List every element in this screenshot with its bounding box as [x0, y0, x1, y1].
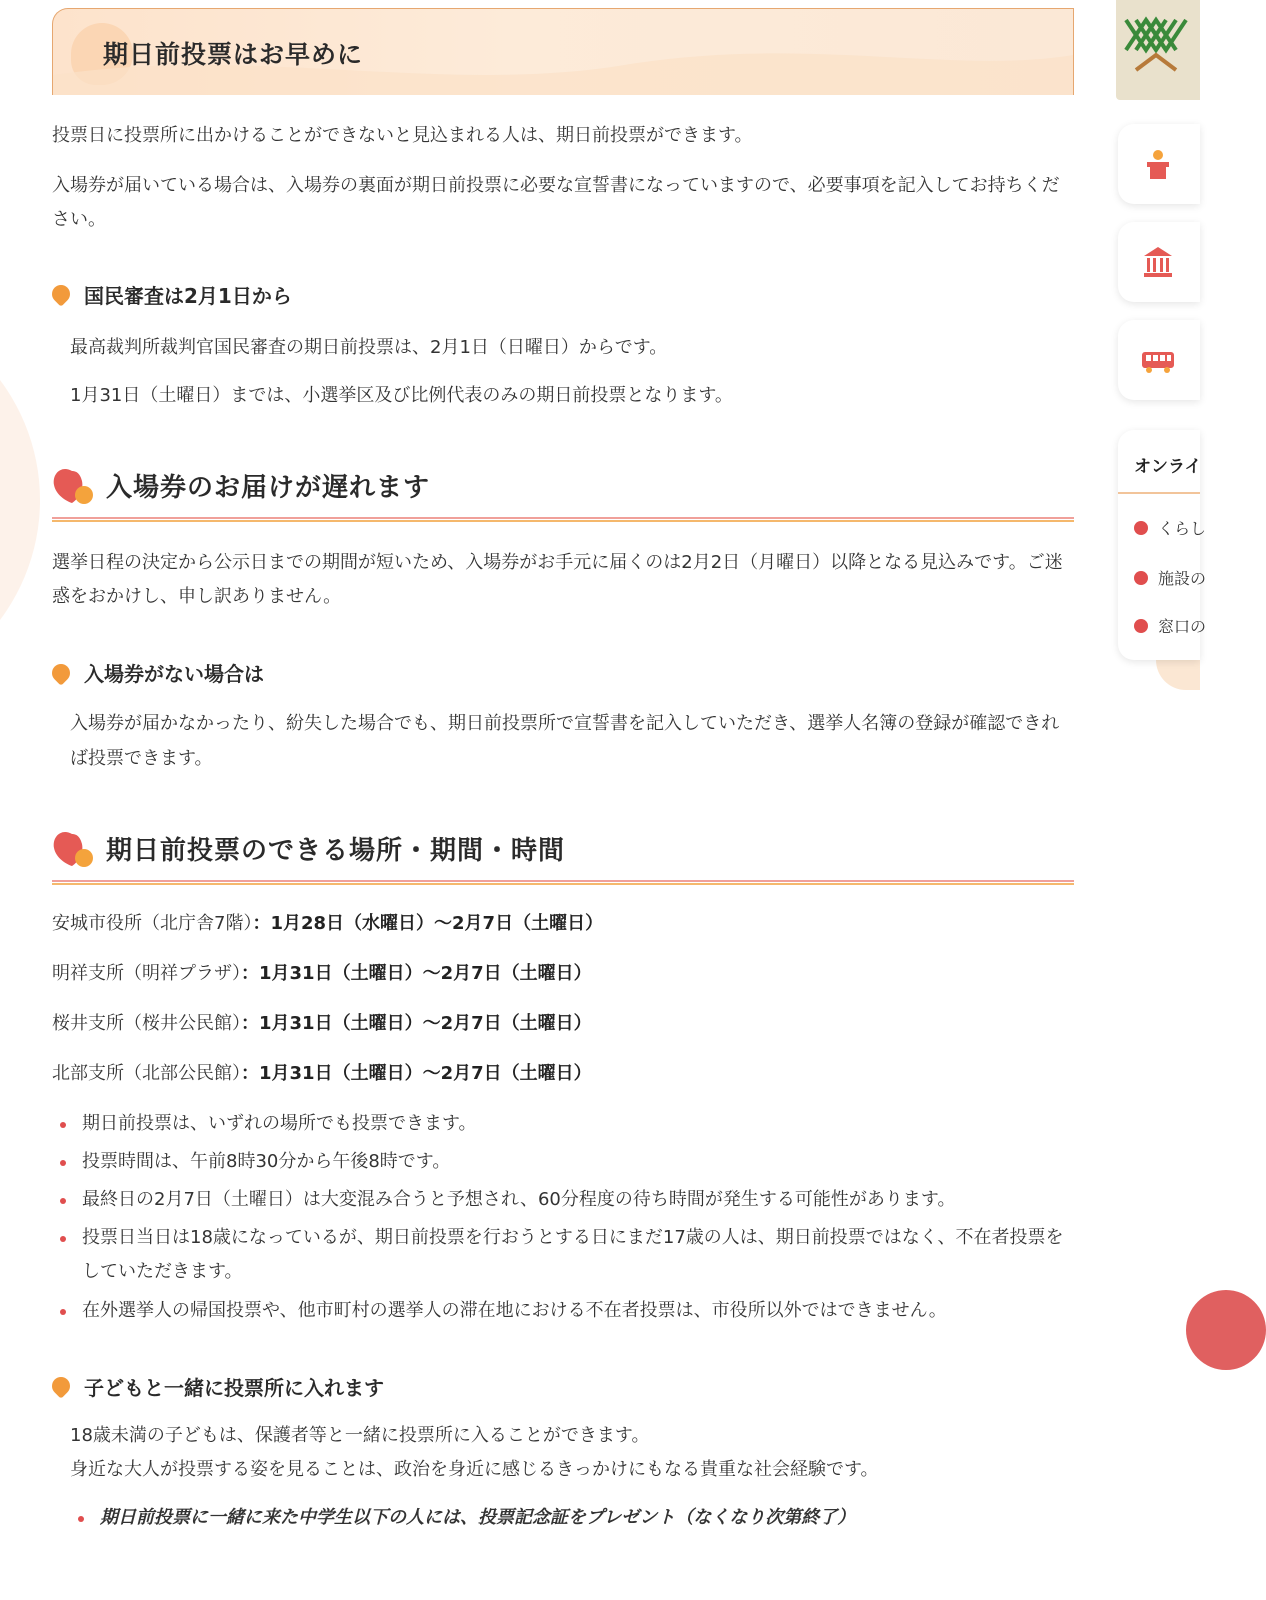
bullet-arrow-icon [1134, 619, 1148, 633]
schedule-list [52, 899, 1074, 1099]
logo-banner[interactable] [1116, 0, 1200, 100]
callout-title: 期日前投票はお早めに [103, 40, 364, 69]
review-heading [52, 280, 1074, 309]
sidebar-item-label: くらし [1158, 519, 1207, 538]
online-panel-title: オンライ [1134, 457, 1202, 477]
sidebar-item-counter[interactable] [1134, 614, 1206, 637]
review-paragraph-2: 1月31日（土曜日）までは、小選挙区及び比例代表のみの期日前投票となります。 [70, 384, 733, 406]
schedule-place: 安城市役所（北庁舎7階） [52, 912, 253, 934]
list-item: 投票日当日は18歳になっているが、期日前投票を行おうとする日にまだ17歳の人は、期日前投票ではなく、不在者投票をしていただきます。 [52, 1221, 1074, 1289]
delay-heading-text: 入場券のお届けが遅れます [106, 472, 431, 503]
list-item: 投票時間は、午前8時30分から午後8時です。 [52, 1145, 1074, 1179]
delay-section-heading [52, 457, 1074, 517]
list-item: 最終日の2月7日（土曜日）は大変混み合うと予想され、60分程度の待ち時間が発生する可能性があります。 [52, 1183, 1074, 1217]
sidebar-item-label: 施設の [1158, 569, 1207, 588]
bullet-arrow-icon [1134, 521, 1148, 535]
callout-header [52, 8, 1074, 95]
floating-action-button[interactable] [1186, 1290, 1266, 1370]
callout-paragraph-1: 投票日に投票所に出かけることができないと見込まれる人は、期日前投票ができます。 [52, 125, 753, 146]
schedule-place: 明祥支所（明祥プラザ） [52, 962, 241, 984]
list-item: 在外選挙人の帰国投票や、他市町村の選挙人の滞在地における不在者投票は、市役所以外ではできません。 [52, 1294, 1074, 1328]
schedule-place: 桜井支所（桜井公民館） [52, 1012, 241, 1034]
section-divider [52, 880, 1074, 885]
panel-divider [1118, 492, 1200, 494]
orange-leaf-icon [48, 281, 73, 306]
children-paragraph-1: 18歳未満の子どもは、保護者等と一緒に投票所に入ることができます。 [70, 1424, 650, 1446]
schedule-row [52, 999, 1074, 1049]
children-heading [52, 1372, 1074, 1401]
heart-leaf-icon [52, 463, 96, 507]
children-heading-text: 子どもと一緒に投票所に入れます [84, 1375, 384, 1400]
podium-person-icon [1140, 146, 1176, 182]
review-heading-text: 国民審査は2月1日から [84, 283, 292, 308]
sidebar-item-label: 窓口の [1158, 617, 1207, 636]
schedule-period: ：1月31日（土曜日）～2月7日（土曜日） [241, 1062, 592, 1084]
background-decoration [0, 300, 40, 700]
orange-leaf-icon [48, 660, 73, 685]
right-sidebar [1116, 0, 1207, 1600]
list-item: 期日前投票に一緒に来た中学生以下の人には、投票記念証をプレゼント（なくなり次第終了） [70, 1501, 1074, 1535]
schedule-row [52, 1049, 1074, 1099]
bus-icon [1140, 342, 1176, 378]
building-icon [1140, 244, 1176, 280]
heart-leaf-icon [52, 826, 96, 870]
section-divider [52, 517, 1074, 522]
places-section-heading [52, 820, 1074, 880]
main-content [52, 0, 1074, 1539]
callout-paragraph-2: 入場券が届いている場合は、入場券の裏面が期日前投票に必要な宣誓書になっていますので、必要事項を記入してお持ちください。 [52, 175, 1060, 231]
tree-logo-icon [1116, 0, 1200, 100]
sidebar-link-bus[interactable] [1118, 320, 1200, 400]
schedule-place: 北部支所（北部公民館） [52, 1062, 241, 1084]
places-heading-text: 期日前投票のできる場所・期間・時間 [106, 835, 566, 866]
delay-paragraph: 選挙日程の決定から公示日までの期間が短いため、入場券がお手元に届くのは2月2日（月曜日）以降となる見込みです。ご迷惑をおかけし、申し訳ありません。 [52, 551, 1063, 608]
children-paragraph-2: 身近な大人が投票する姿を見ることは、政治を身近に感じるきっかけにもなる貴重な社会経験です。 [70, 1459, 879, 1480]
no-ticket-heading-text: 入場券がない場合は [84, 662, 264, 687]
sidebar-link-podium[interactable] [1118, 124, 1200, 204]
orange-leaf-icon [48, 1374, 73, 1399]
voting-notes-list [52, 1107, 1074, 1328]
schedule-period: ：1月28日（水曜日）～2月7日（土曜日） [252, 912, 604, 934]
children-note-list [52, 1501, 1074, 1535]
schedule-period: ：1月31日（土曜日）～2月7日（土曜日） [241, 962, 592, 984]
schedule-period: ：1月31日（土曜日）～2月7日（土曜日） [241, 1012, 592, 1034]
sidebar-link-building[interactable] [1118, 222, 1200, 302]
no-ticket-paragraph: 入場券が届かなかったり、紛失した場合でも、期日前投票所で宣誓書を記入していただき、選挙人名簿の登録が確認できれば投票できます。 [70, 713, 1060, 769]
review-paragraph-1: 最高裁判所裁判官国民審査の期日前投票は、2月1日（日曜日）からです。 [70, 336, 668, 358]
online-services-panel [1118, 430, 1207, 660]
schedule-row [52, 899, 1074, 949]
sidebar-item-living[interactable] [1134, 516, 1206, 539]
schedule-row [52, 949, 1074, 999]
no-ticket-heading [52, 658, 1074, 687]
sidebar-item-facilities[interactable] [1134, 566, 1206, 589]
bullet-arrow-icon [1134, 571, 1148, 585]
list-item: 期日前投票は、いずれの場所でも投票できます。 [52, 1107, 1074, 1141]
